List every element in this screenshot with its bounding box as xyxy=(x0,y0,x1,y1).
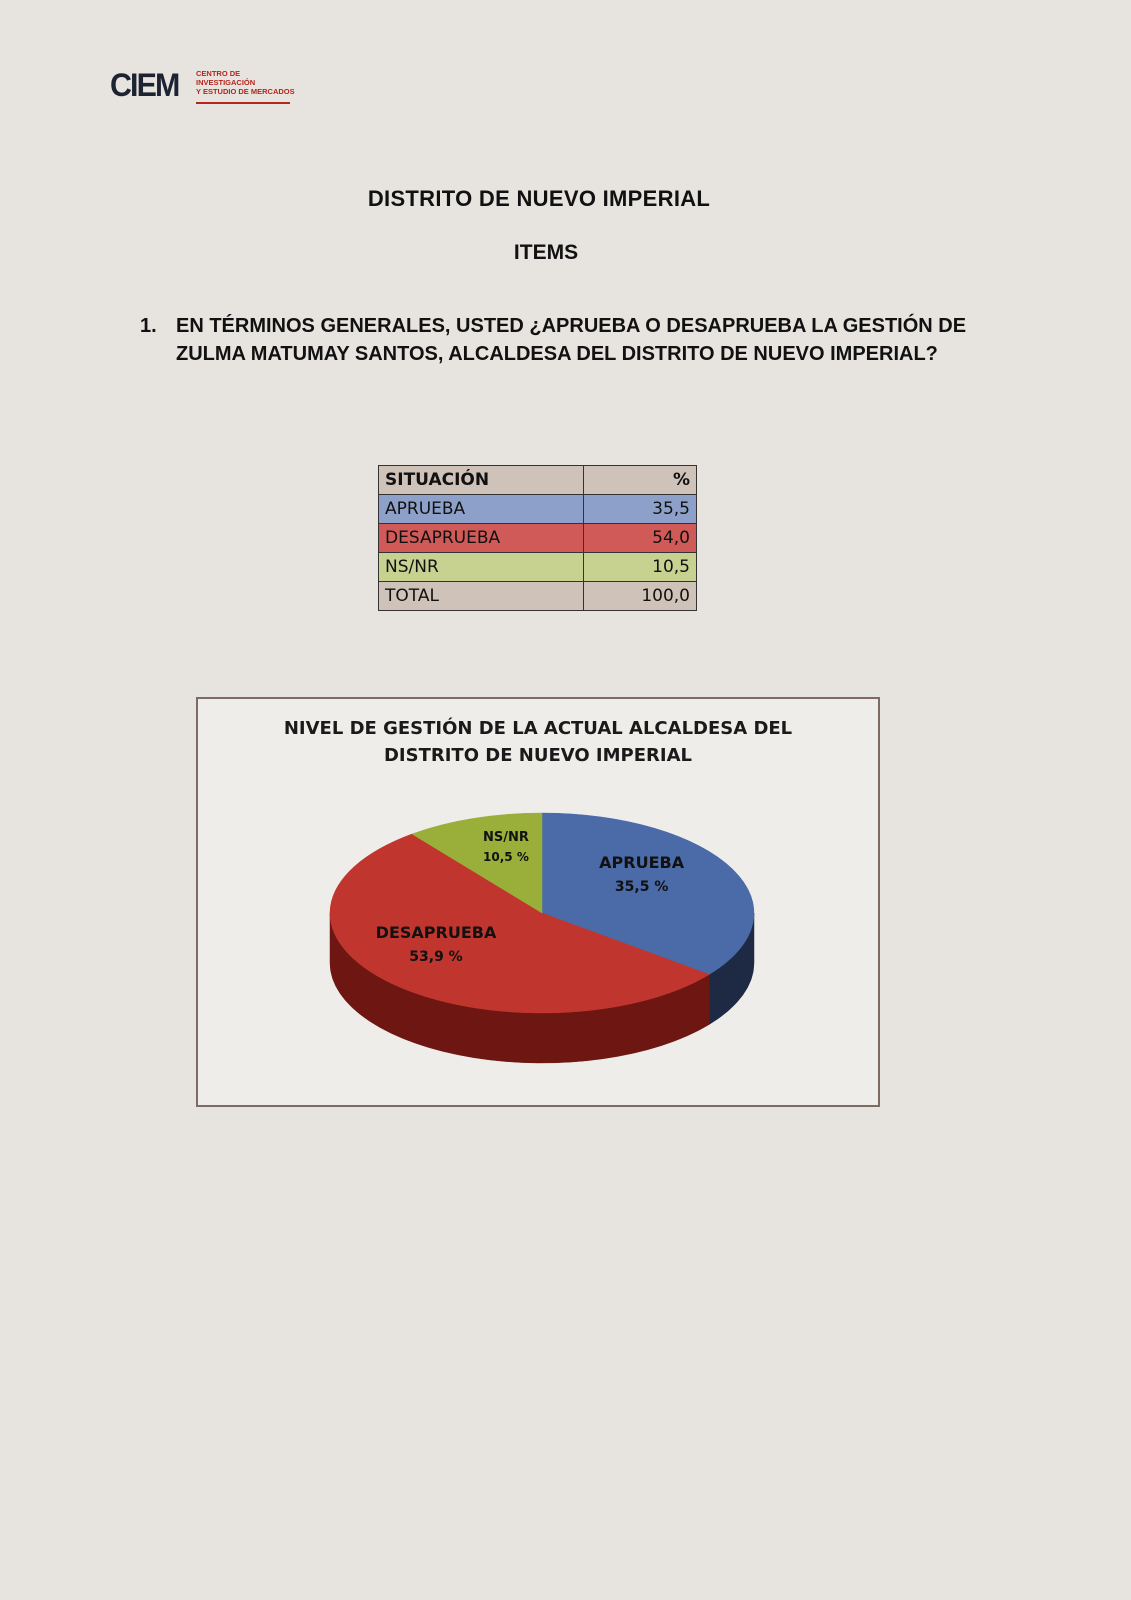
results-table xyxy=(378,465,697,611)
section-heading: ITEMS xyxy=(513,241,579,264)
pie-value-aprueba: 35,5 % xyxy=(614,879,669,895)
table-header-row xyxy=(379,466,697,495)
question-number: 1. xyxy=(140,315,157,337)
logo-mark: CIEM xyxy=(110,67,179,103)
table-cell-value: 35,5 xyxy=(584,495,697,524)
logo-underline xyxy=(196,102,290,104)
table-cell-value: 54,0 xyxy=(584,524,697,553)
ciem-logo xyxy=(110,66,310,110)
table-cell-label: DESAPRUEBA xyxy=(379,524,584,553)
table-cell-label: APRUEBA xyxy=(379,495,584,524)
table-cell-label: NS/NR xyxy=(379,553,584,582)
logo-subtitle-line: INVESTIGACIÓN xyxy=(196,78,256,87)
pie-label-desaprueba: DESAPRUEBA xyxy=(375,923,497,942)
logo-subtitle xyxy=(196,69,295,96)
pie-label-aprueba: APRUEBA xyxy=(599,853,685,872)
table-row xyxy=(379,553,697,582)
pie-label-nsnr: NS/NR xyxy=(483,830,529,845)
table-cell-value: 100,0 xyxy=(584,582,697,611)
logo-subtitle-line: Y ESTUDIO DE MERCADOS xyxy=(196,87,295,96)
chart-title-line: DISTRITO DE NUEVO IMPERIAL xyxy=(383,745,692,766)
page-title: DISTRITO DE NUEVO IMPERIAL xyxy=(367,186,711,211)
table-row xyxy=(379,582,697,611)
table-row xyxy=(379,524,697,553)
table-row xyxy=(379,495,697,524)
table-cell-value: 10,5 xyxy=(584,553,697,582)
pie-chart-frame xyxy=(196,697,880,1107)
pie-value-desaprueba: 53,9 % xyxy=(409,949,463,965)
table-header-situacion: SITUACIÓN xyxy=(379,466,584,495)
pie-chart xyxy=(198,699,878,1105)
chart-title-line: NIVEL DE GESTIÓN DE LA ACTUAL ALCALDESA DEL xyxy=(283,718,793,739)
table-header-percent: % xyxy=(584,466,697,495)
logo-subtitle-line: CENTRO DE xyxy=(196,69,241,78)
question-text: EN TÉRMINOS GENERALES, USTED ¿APRUEBA O DESAPRUEBA LA GESTIÓN DE ZULMA MATUMAY SANTOS, ALCALDESA DEL DISTRITO DE NUEVO IMPERIAL? xyxy=(176,315,967,365)
pie-value-nsnr: 10,5 % xyxy=(483,850,529,864)
table-cell-label: TOTAL xyxy=(379,582,584,611)
